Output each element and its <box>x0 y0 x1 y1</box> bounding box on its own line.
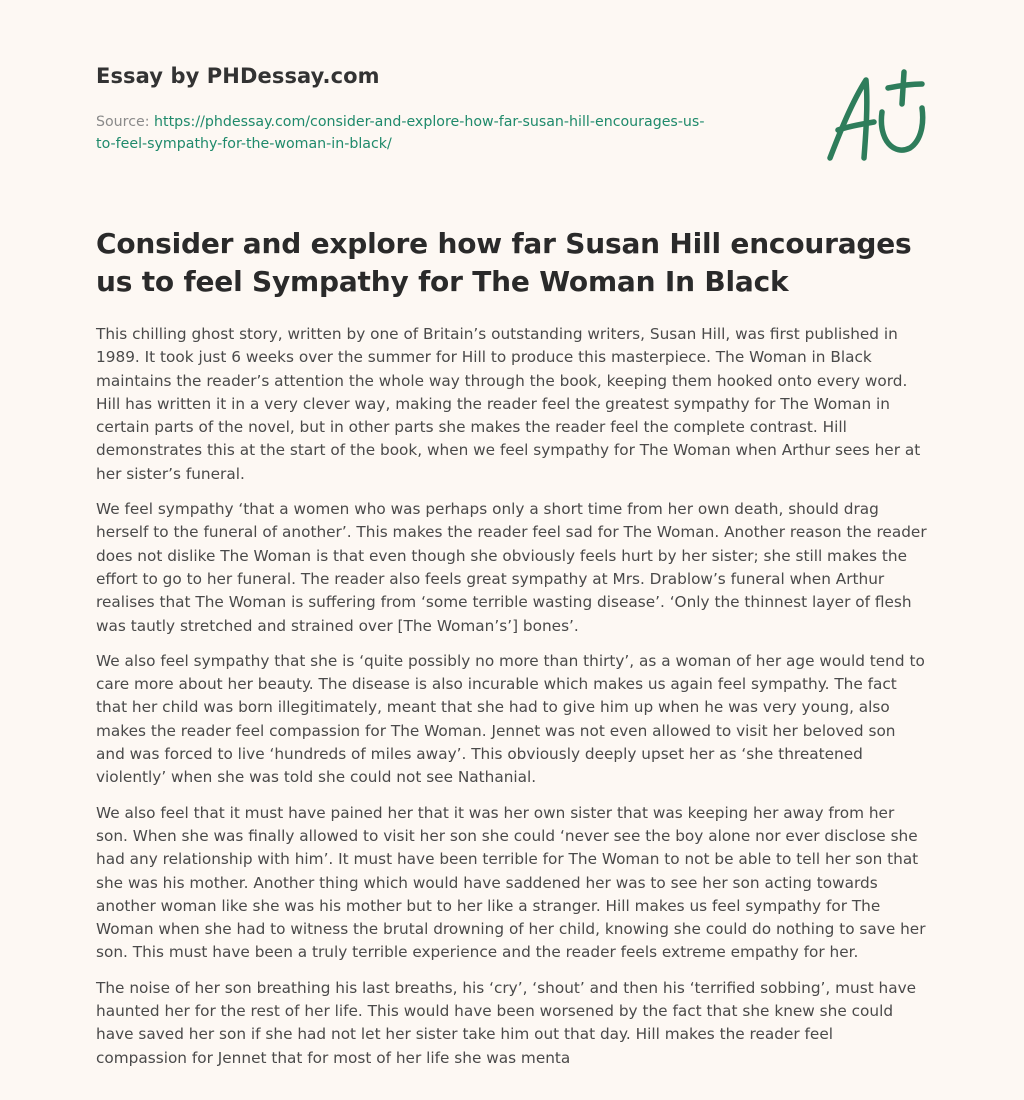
paragraph: The noise of her son breathing his last breaths, his ‘cry’, ‘shout’ and then his ‘terrified sobbing’, must have haunted her for the rest of her life. This would have been worsened by the fact that she knew she could have saved her son if she had not let her sister take him out that day. Hill makes the reader feel compassion for Jennet that for most of her life she was menta <box>96 978 917 1067</box>
source-url-line2: to-feel-sympathy-for-the-woman-in-black/ <box>96 136 392 152</box>
paragraph: This chilling ghost story, written by one of Britain’s outstanding writers, Susan Hill, was first published in 1989. It took just 6 weeks over the summer for Hill to produce this masterpiece. The Woman in Black maintains the reader’s attention the whole way through the book, keeping them hooked onto every word. Hill has written it in a very clever way, making the reader feel the greatest sympathy for The Woman in certain parts of the novel, but in other parts she makes the reader feel the complete contrast. Hill demonstrates this at the start of the book, when we feel sympathy for The Woman when Arthur sees her at her sister’s funeral. <box>96 325 921 483</box>
paragraph: We also feel sympathy that she is ‘quite possibly no more than thirty’, as a woman of her age would tend to care more about her beauty. The disease is also incurable which makes us again feel sympathy. The fact that her child was born illegitimately, meant that she had to give him up when he was very young, also makes the reader feel compassion for The Woman. Jennet was not even allowed to visit her beloved son and was forced to live ‘hundreds of miles away’. This obviously deeply upset her as ‘she threatened violently’ when she was told she could not see Nathanial. <box>96 651 925 787</box>
essay-body <box>96 323 928 1082</box>
source-line <box>96 111 776 155</box>
paragraph: We also feel that it must have pained her that it was her own sister that was keeping her away from her son. When she was finally allowed to visit her son she could ‘never see the boy alone nor ever disclose she had any relationship with him’. It must have been terrible for The Woman to not be able to tell her son that she was his mother. Another thing which would have saddened her was to see her son acting towards another woman like she was his mother but to her like a stranger. Hill makes us feel sympathy for The Woman when she had to witness the brutal drowning of her child, knowing she could do nothing to save her son. This must have been a truly terrible experience and the reader feels extreme empathy for her. <box>96 803 926 962</box>
source-label: Source: <box>96 114 150 130</box>
brand-name: Essay by PHDessay.com <box>96 64 380 88</box>
essay-title: Consider and explore how far Susan Hill encourages us to feel Sympathy for The Woman In Black <box>96 227 912 298</box>
a-plus-logo-icon <box>818 66 930 166</box>
source-url-line1: https://phdessay.com/consider-and-explore-how-far-susan-hill-encourages-us- <box>154 114 705 130</box>
source-link[interactable] <box>96 114 704 152</box>
paragraph: We feel sympathy ‘that a women who was perhaps only a short time from her own death, should drag herself to the funeral of another’. This makes the reader feel sad for The Woman. Another reason the reader does not dislike The Woman is that even though she obviously feels hurt by her sister; she still makes the effort to go to her funeral. The reader also feels great sympathy at Mrs. Drablow’s funeral when Arthur realises that The Woman is suffering from ‘some terrible wasting disease’. ‘Only the thinnest layer of flesh was tautly stretched and strained over [The Woman’s’] bones’. <box>96 500 927 635</box>
